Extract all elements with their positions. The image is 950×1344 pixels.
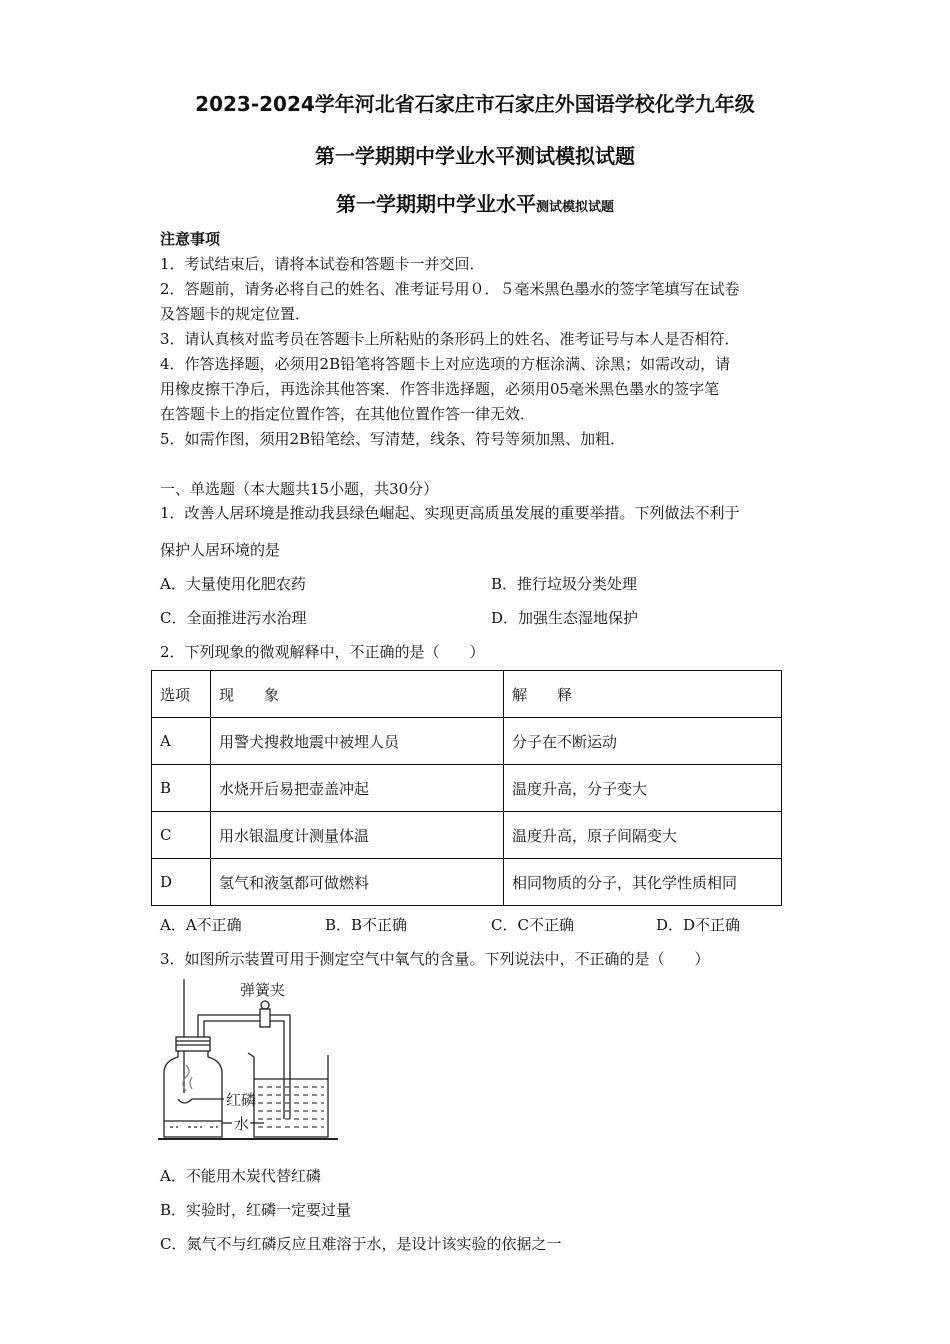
exam-title-line3-main: 第一学期期中学业水平 bbox=[335, 192, 536, 216]
table-cell: D bbox=[152, 859, 211, 906]
table-cell: 温度升高，原子间隔变大 bbox=[504, 812, 782, 859]
notice-item: 在答题卡上的指定位置作答，在其他位置作答一律无效． bbox=[160, 405, 536, 423]
q2-option-d: D．D不正确 bbox=[656, 916, 741, 934]
spring-clip bbox=[260, 1009, 270, 1027]
exam-title-line1: 2023-2024学年河北省石家庄市石家庄外国语学校化学九年级 bbox=[195, 92, 755, 116]
table-cell: 水烧开后易把壶盖冲起 bbox=[211, 765, 504, 812]
q3-option-b: B．实验时，红磷一定要过量 bbox=[160, 1201, 352, 1219]
table-row bbox=[152, 765, 782, 812]
notice-item: 用橡皮擦干净后，再选涂其他答案．作答非选择题，必须用05毫米黑色墨水的签字笔 bbox=[160, 380, 720, 398]
label-water: 水 bbox=[234, 1115, 250, 1133]
q1-option-b: B．推行垃圾分类处理 bbox=[491, 575, 638, 593]
flask bbox=[164, 1051, 222, 1137]
table-header-cell: 现 象 bbox=[211, 671, 504, 718]
q1-stem-line1: 1．改善人居环境是推动我县绿色崛起、实现更高质虽发展的重要举措。下列做法不利于 bbox=[160, 504, 740, 522]
q2-table bbox=[151, 670, 782, 906]
table-cell: 氢气和液氢都可做燃料 bbox=[211, 859, 504, 906]
table-header-cell: 选项 bbox=[152, 671, 211, 718]
stopper bbox=[176, 1037, 210, 1051]
exam-title-line2: 第一学期期中学业水平测试模拟试题 bbox=[315, 144, 635, 168]
table-cell: A bbox=[152, 718, 211, 765]
table-cell: B bbox=[152, 765, 211, 812]
q2-stem: 2．下列现象的微观解释中，不正确的是（ ） bbox=[160, 643, 485, 661]
q3-option-c: C．氮气不与红磷反应且难溶于水，是设计该实验的依据之一 bbox=[160, 1235, 562, 1253]
q1-stem-line2: 保护人居环境的是 bbox=[160, 541, 281, 559]
exam-title-line3-small: 测试模拟试题 bbox=[535, 200, 614, 215]
table-cell: 分子在不断运动 bbox=[504, 718, 782, 765]
notice-heading: 注意事项 bbox=[160, 230, 221, 248]
q1-option-d: D．加强生态湿地保护 bbox=[491, 609, 639, 627]
label-clip: 弹簧夹 bbox=[240, 981, 286, 999]
table-header-row bbox=[152, 671, 782, 718]
table-header-cell: 解 释 bbox=[504, 671, 782, 718]
table-row bbox=[152, 812, 782, 859]
notice-item: 1．考试结束后，请将本试卷和答题卡一并交回． bbox=[160, 255, 485, 273]
beaker-water bbox=[258, 1087, 324, 1127]
combustion-spoon bbox=[178, 1099, 192, 1103]
exam-title-line3 bbox=[0, 188, 950, 217]
notice-item: 2．答题前，请务必将自己的姓名、准考证号用０．５毫米黑色墨水的签字笔填写在试卷 bbox=[160, 280, 740, 298]
table-cell: 温度升高，分子变大 bbox=[504, 765, 782, 812]
table-row bbox=[152, 859, 782, 906]
oxygen-apparatus-diagram bbox=[152, 975, 352, 1145]
table-cell: C bbox=[152, 812, 211, 859]
q1-option-c: C．全面推进污水治理 bbox=[160, 609, 307, 627]
section-heading: 一、单选题（本大题共15小题，共30分） bbox=[160, 480, 439, 498]
q3-stem: 3．如图所示装置可用于测定空气中氧气的含量。下列说法中，不正确的是（ ） bbox=[160, 950, 710, 968]
q3-option-a: A．不能用木炭代替红磷 bbox=[160, 1167, 321, 1185]
q1-option-a: A．大量使用化肥农药 bbox=[160, 575, 306, 593]
notice-item: 及答题卡的规定位置． bbox=[160, 305, 311, 323]
q2-option-c: C．C不正确 bbox=[491, 916, 574, 934]
notice-item: 3．请认真核对监考员在答题卡上所粘贴的条形码上的姓名、准考证号与本人是否相符． bbox=[160, 330, 740, 348]
notice-item: 5．如需作图，须用2B铅笔绘、写清楚，线条、符号等须加黑、加粗． bbox=[160, 430, 626, 448]
table-cell: 用警犬搜救地震中被埋人员 bbox=[211, 718, 504, 765]
label-phosphorus: 红磷 bbox=[226, 1091, 257, 1109]
table-row bbox=[152, 718, 782, 765]
q2-option-b: B．B不正确 bbox=[325, 916, 408, 934]
table-cell: 相同物质的分子，其化学性质相同 bbox=[504, 859, 782, 906]
notice-item: 4．作答选择题，必须用2B铅笔将答题卡上对应选项的方框涂满、涂黑；如需改动，请 bbox=[160, 355, 731, 373]
table-cell: 用水银温度计测量体温 bbox=[211, 812, 504, 859]
q2-option-a: A．A不正确 bbox=[160, 916, 242, 934]
